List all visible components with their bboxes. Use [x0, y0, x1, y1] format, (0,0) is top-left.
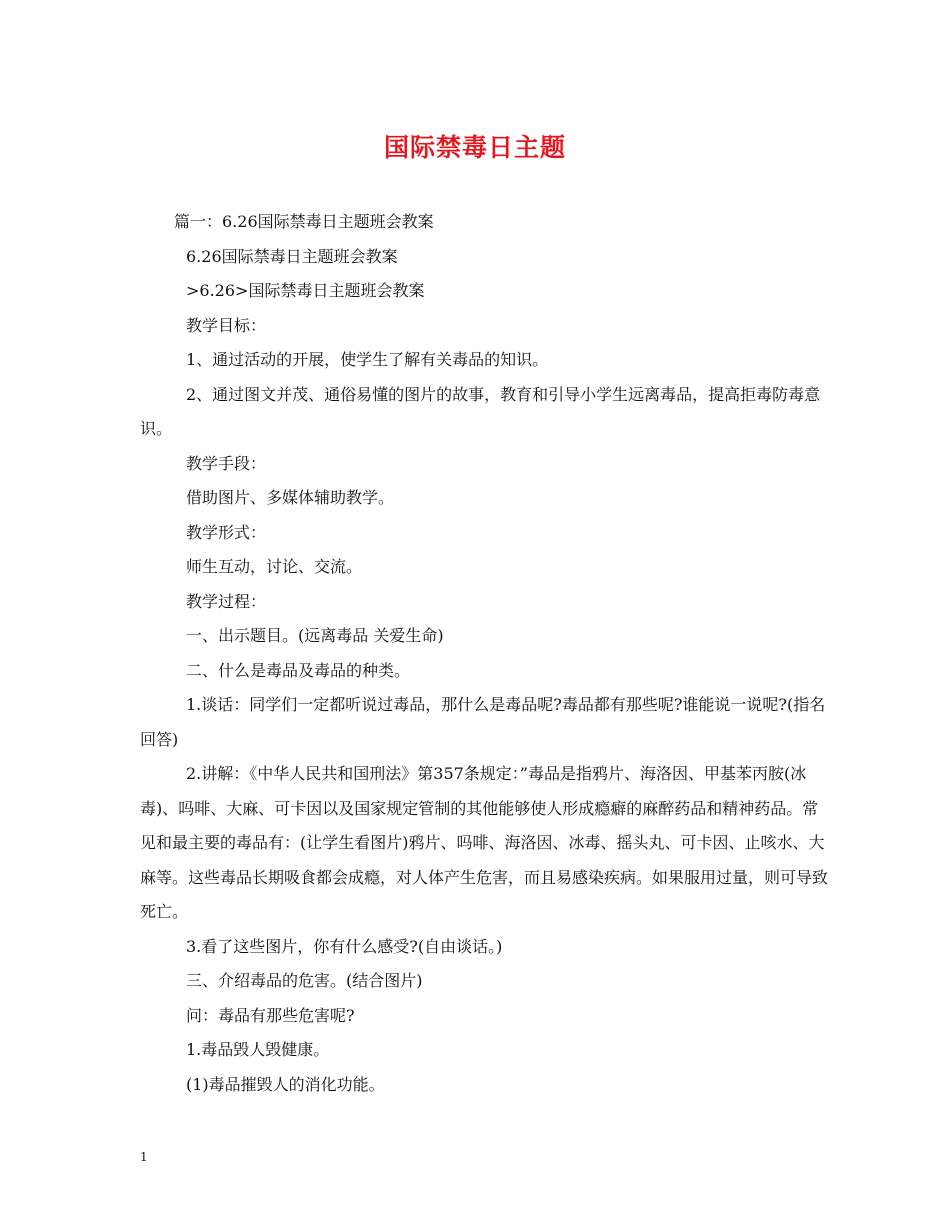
- paragraph: (1)毒品摧毁人的消化功能。: [186, 1074, 385, 1094]
- paragraph: 篇一：6.26国际禁毒日主题班会教案: [174, 212, 434, 231]
- paragraph: >6.26>国际禁毒日主题班会教案: [186, 281, 425, 300]
- paragraph: 二、什么是毒品及毒品的种类。: [186, 660, 411, 680]
- paragraph: 6.26国际禁毒日主题班会教案: [186, 246, 398, 266]
- paragraph: 三、介绍毒品的危害。(结合图片): [186, 971, 423, 990]
- paragraph: 1.谈话：同学们一定都听说过毒品，那什么是毒品呢?毒品都有那些呢?谁能说一说呢?(指名回答): [140, 695, 826, 749]
- document-title: 国际禁毒日主题: [383, 133, 566, 162]
- paragraph: 2.讲解：《中华人民共和国刑法》第357条规定：”毒品是指鸦片、海洛因、甲基苯丙胺(冰毒)、吗啡、大麻、可卡因以及国家规定管制的其他能够使人形成瘾癖的麻醉药品和精神药品。常见和最主要的毒品有：(让学生看图片)鸦片、吗啡、海洛因、冰毒、摇头丸、可卡因、止咳水、大麻等。这些毒品长期吸食都会成瘾，对人体产生危害，而且易感染疾病。如果服用过量，则可导致死亡。: [140, 764, 829, 921]
- paragraph: 借助图片、多媒体辅助教学。: [186, 488, 395, 507]
- paragraph: 教学形式：: [186, 522, 267, 542]
- paragraph: 问：毒品有那些危害呢?: [186, 1005, 355, 1025]
- paragraph: 教学目标：: [186, 315, 267, 335]
- paragraph: 教学手段：: [186, 453, 267, 473]
- paragraph: 3.看了这些图片，你有什么感受?(自由谈话。): [186, 936, 503, 956]
- paragraph: 1.毒品毁人毁健康。: [186, 1040, 330, 1059]
- paragraph: 2、通过图文并茂、通俗易懂的图片的故事，教育和引导小学生远离毒品，提高拒毒防毒意识。: [140, 384, 821, 438]
- document-body: [140, 205, 830, 1102]
- page-number: 1: [140, 1150, 148, 1164]
- paragraph: 教学过程：: [186, 591, 267, 611]
- paragraph: 师生互动，讨论、交流。: [186, 557, 363, 576]
- paragraph: 一、出示题目。(远离毒品 关爱生命): [186, 626, 444, 645]
- paragraph: 1、通过活动的开展，使学生了解有关毒品的知识。: [186, 350, 549, 369]
